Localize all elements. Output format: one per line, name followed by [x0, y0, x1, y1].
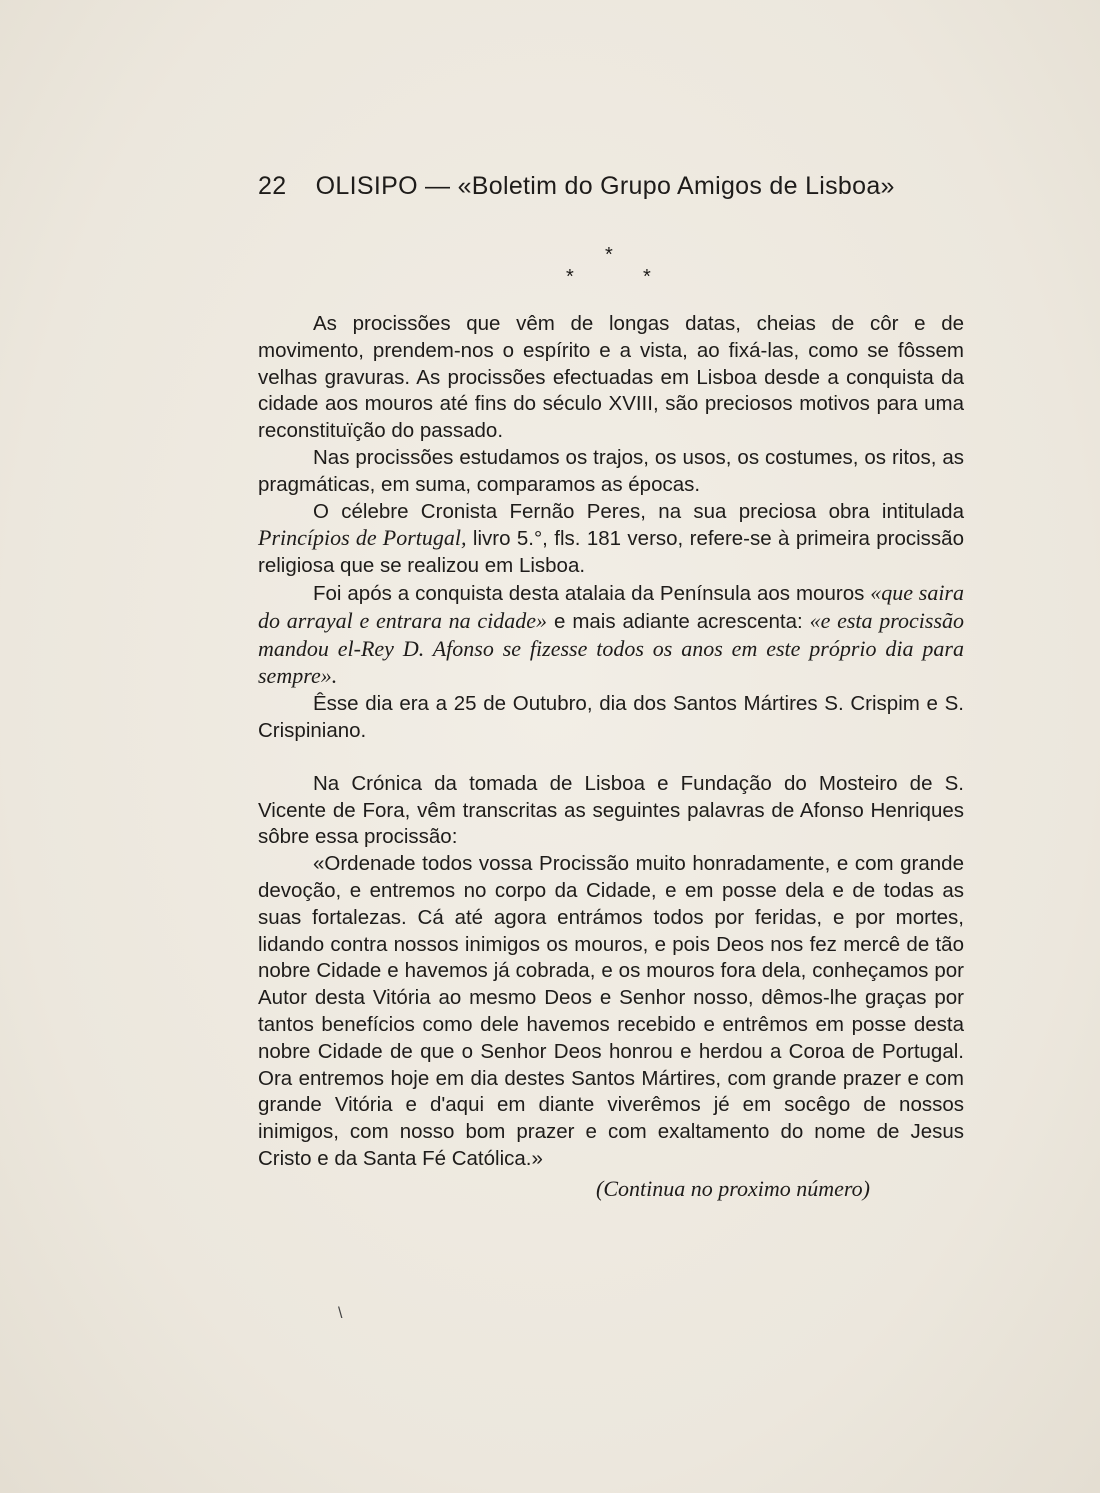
paragraph-6: Na Crónica da tomada de Lisboa e Fundação do Mosteiro de S. Vicente de Fora, vêm transcritas as seguintes palavras de Afonso Henriques sôbre essa procissão:: [258, 771, 964, 849]
paragraph-5: Êsse dia era a 25 de Outubro, dia dos Santos Mártires S. Crispim e S. Crispiniano.: [258, 692, 964, 742]
article-body: [258, 311, 964, 1173]
continuation-note: (Continua no proximo número): [596, 1176, 870, 1201]
page-number: 22: [258, 172, 287, 200]
paragraph-3-text-end: livro 5.°, fls. 181 verso, refere-se à primeira procissão religiosa que se realizou em Lisboa.: [258, 527, 964, 578]
quote-1: «que saira do arrayal e entrara na cidade»: [258, 579, 964, 633]
quote-2: «e esta procissão mandou el-Rey D. Afonso se fizesse todos os anos em este próprio dia para sempre».: [258, 607, 965, 689]
paragraph-3-text: O célebre Cronista Fernão Peres, na sua preciosa obra intitulada: [313, 499, 964, 523]
paragraph-4-text: Foi após a conquista desta atalaia da Península aos mouros: [313, 581, 871, 605]
separator-star-left: *: [566, 266, 574, 288]
running-header: [258, 172, 958, 201]
paragraph-2: Nas procissões estudamos os trajos, os usos, os costumes, os ritos, as pragmáticas, em suma, comparamos as épocas.: [258, 445, 964, 496]
paragraph-4-text-middle: e mais adiante acrescenta:: [547, 609, 810, 633]
paragraph-1: As procissões que vêm de longas datas, cheias de côr e de movimento, prendem-nos o espírito e a vista, ao fixá-las, como se fôssem velhas gravuras. As procissões efectuadas em Lisboa desde a conquista da cidade aos mouros até fins do século XVIII, são preciosos motivos para uma reconstituïção do passado.: [258, 312, 964, 443]
paragraph-7-quote: «Ordenade todos vossa Procissão muito honradamente, e com grande devoção, e entremos no corpo da Cidade, e em posse dela e de todas as suas fortalezas. Cá até agora entrámos todos por feridas, e por mortes, lidando contra nossos inimigos os mouros, e pois Deos nos fez mercê de tão nobre Cidade e havemos já cobrada, e os mouros fora dela, conheçamos por Autor desta Vitória ao mesmo Deos e Senhor nosso, dêmos-lhe graças por tantos benefícios como dele havemos recebido e entrêmos em posse desta nobre Cidade de que o Senhor Deos honrou e herdou a Coroa de Portugal. Ora entremos hoje em dia destes Santos Mártires, com grande prazer e com grande Vitória e d'aqui em diante viverêmos jé em socêgo de nossos inimigos, com nosso bom prazer e com exaltamento do nome de Jesus Cristo e da Santa Fé Católica.»: [258, 852, 964, 1170]
paragraph-4: [258, 580, 964, 691]
book-title: Princípios de Portugal,: [258, 525, 467, 551]
separator-star-right: *: [643, 266, 651, 288]
paragraph-3: [258, 499, 964, 580]
separator-star-top: *: [605, 244, 613, 266]
stray-mark: \: [338, 1305, 343, 1322]
journal-title: OLISIPO — «Boletim do Grupo Amigos de Lisboa»: [315, 172, 895, 200]
